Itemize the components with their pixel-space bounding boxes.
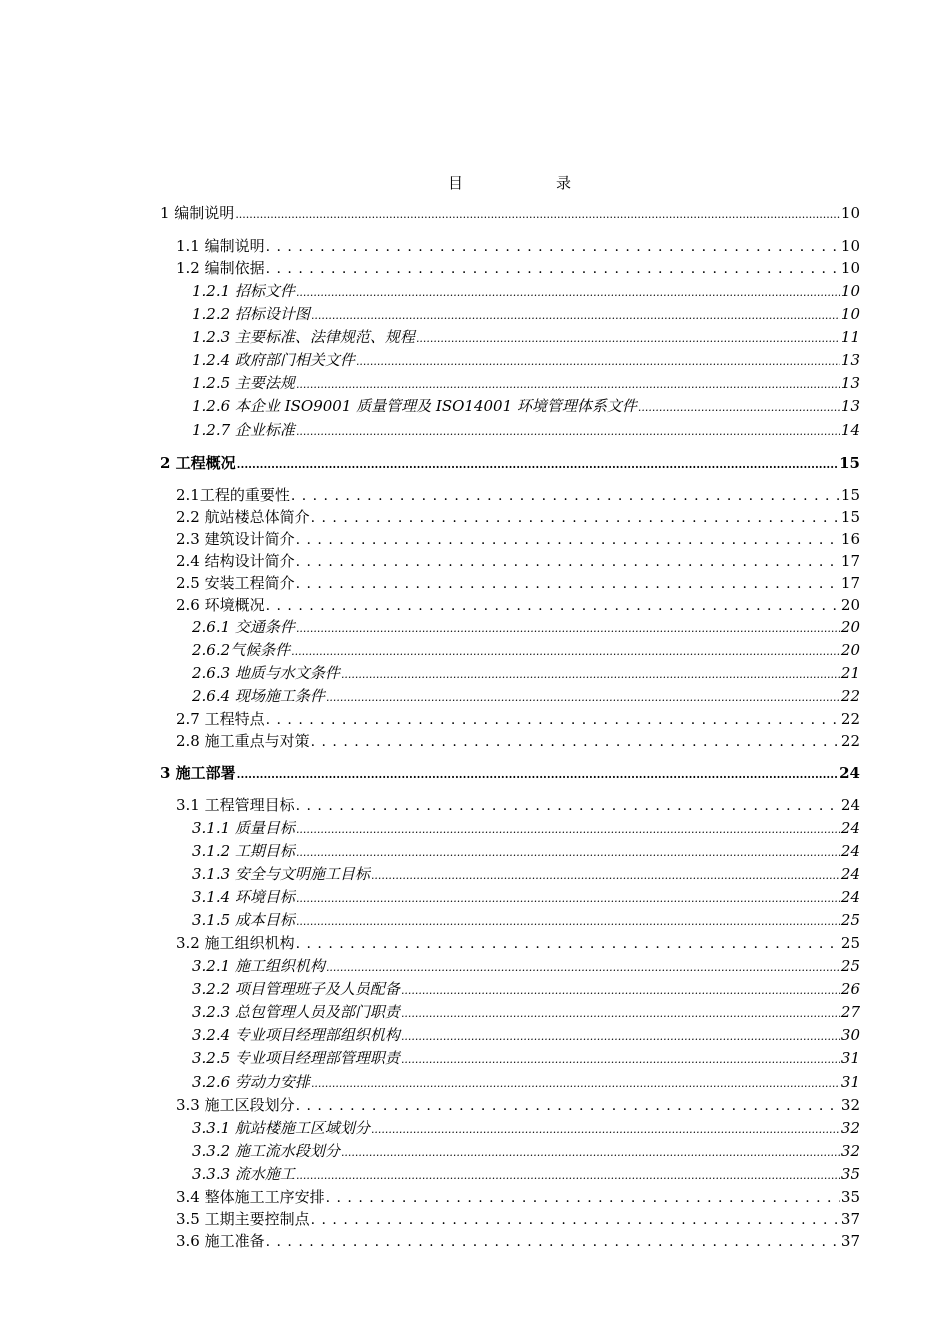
toc-leader — [266, 708, 840, 731]
toc-entry-2-7[interactable] — [176, 708, 860, 730]
toc-page-number: 31 — [840, 1049, 860, 1067]
toc-entry-label: 3.6 施工准备 — [176, 1232, 265, 1250]
toc-entry-3-3-2[interactable] — [192, 1140, 860, 1162]
toc-page-number: 10 — [840, 204, 860, 222]
toc-page-number: 27 — [840, 1003, 860, 1021]
toc-page-number: 26 — [840, 980, 860, 998]
toc-leader — [296, 419, 840, 443]
toc-page-number: 30 — [840, 1026, 860, 1044]
toc-entry-3-1-3[interactable] — [192, 863, 860, 885]
toc-entry-label: 1.2 编制依据 — [176, 259, 265, 277]
toc-leader — [326, 955, 840, 979]
toc-entry-label: 1.2.1 招标文件 — [192, 282, 295, 300]
toc-entry-3-2-5[interactable] — [192, 1047, 860, 1069]
toc-entry-label: 2.4 结构设计简介 — [176, 552, 295, 570]
toc-entry-2[interactable] — [160, 452, 860, 474]
toc-entry-1-2-5[interactable] — [192, 372, 860, 394]
toc-page-number: 35 — [840, 1165, 860, 1183]
toc-leader — [341, 662, 840, 686]
toc-entry-label: 3.3.2 施工流水段划分 — [192, 1142, 340, 1160]
toc-entry-1-2-6[interactable] — [192, 395, 860, 417]
toc-leader — [311, 1071, 840, 1095]
toc-page-number: 22 — [840, 687, 860, 705]
toc-entry-label: 3.5 工期主要控制点 — [176, 1210, 310, 1228]
toc-page-number: 15 — [840, 486, 860, 504]
toc-entry-2-6-2[interactable] — [192, 639, 860, 661]
toc-leader — [371, 863, 840, 887]
toc-entry-label: 3.1.2 工期目标 — [192, 842, 295, 860]
toc-page-number: 24 — [839, 764, 860, 782]
toc-page-number: 11 — [840, 328, 860, 346]
toc-page-number: 20 — [840, 596, 860, 614]
toc-leader — [311, 506, 840, 529]
toc-entry-3-3-1[interactable] — [192, 1117, 860, 1139]
toc-entry-1-2-7[interactable] — [192, 419, 860, 441]
toc-entry-label: 3 施工部署 — [160, 764, 236, 782]
toc-leader — [326, 685, 840, 709]
toc-entry-3-2[interactable] — [176, 932, 860, 954]
toc-entry-2-2[interactable] — [176, 506, 860, 528]
toc-page-number: 17 — [840, 574, 860, 592]
toc-leader — [296, 909, 840, 933]
toc-entry-1-2-1[interactable] — [192, 280, 860, 302]
toc-entry-label: 3.3 施工区段划分 — [176, 1096, 295, 1114]
toc-page-number: 31 — [840, 1073, 860, 1091]
toc-entry-label: 3.2.1 施工组织机构 — [192, 957, 325, 975]
toc-leader — [341, 1140, 840, 1164]
toc-entry-1[interactable] — [160, 202, 860, 224]
toc-entry-3-2-1[interactable] — [192, 955, 860, 977]
toc-leader — [416, 326, 840, 350]
toc-entry-3-2-6[interactable] — [192, 1071, 860, 1093]
toc-page-number: 20 — [840, 641, 860, 659]
toc-page-number: 10 — [840, 282, 860, 300]
toc-leader — [296, 1094, 840, 1117]
toc-entry-label: 1.2.3 主要标准、法律规范、规程 — [192, 328, 415, 346]
toc-entry-label: 1.2.2 招标设计图 — [192, 305, 310, 323]
toc-leader — [237, 452, 838, 476]
toc-entry-label: 3.1.4 环境目标 — [192, 888, 295, 906]
toc-leader — [266, 235, 840, 258]
toc-page-number: 37 — [840, 1232, 860, 1250]
toc-leader — [237, 762, 838, 786]
toc-leader — [296, 840, 840, 864]
toc-entry-label: 2.6 环境概况 — [176, 596, 265, 614]
toc-page-number: 25 — [840, 934, 860, 952]
toc-leader — [401, 1047, 840, 1071]
toc-leader — [291, 484, 840, 507]
toc-leader — [356, 349, 840, 373]
toc-page-number: 10 — [840, 259, 860, 277]
toc-page-number: 15 — [840, 508, 860, 526]
toc-leader — [266, 1230, 840, 1253]
toc-page-number: 24 — [840, 888, 860, 906]
toc-page-number: 13 — [840, 374, 860, 392]
toc-entry-3-2-3[interactable] — [192, 1001, 860, 1023]
toc-entry-label: 1.2.5 主要法规 — [192, 374, 295, 392]
toc-leader — [296, 280, 840, 304]
toc-entry-label: 2 工程概况 — [160, 454, 236, 472]
toc-page-number: 32 — [840, 1119, 860, 1137]
toc-leader — [401, 978, 840, 1002]
toc-entry-label: 3.1.5 成本目标 — [192, 911, 295, 929]
toc-page-number: 24 — [840, 842, 860, 860]
toc-entry-3-2-4[interactable] — [192, 1024, 860, 1046]
toc-page-number: 21 — [840, 664, 860, 682]
toc-entry-3-2-2[interactable] — [192, 978, 860, 1000]
toc-entry-3-1-2[interactable] — [192, 840, 860, 862]
toc-entry-1-1[interactable] — [176, 235, 860, 257]
toc-entry-1-2[interactable] — [176, 257, 860, 279]
toc-page-number: 10 — [840, 305, 860, 323]
toc-page-number: 25 — [840, 911, 860, 929]
toc-page-number: 22 — [840, 710, 860, 728]
toc-entry-1-2-4[interactable] — [192, 349, 860, 371]
toc-entry-3-4[interactable] — [176, 1186, 860, 1208]
toc-title-char-1: 目 — [448, 174, 464, 192]
toc-page-number: 14 — [840, 421, 860, 439]
toc-page-number: 10 — [840, 237, 860, 255]
toc-entry-3-1-5[interactable] — [192, 909, 860, 931]
toc-entry-label: 3.4 整体施工工序安排 — [176, 1188, 325, 1206]
toc-entry-label: 3.2 施工组织机构 — [176, 934, 295, 952]
toc-entry-label: 2.8 施工重点与对策 — [176, 732, 310, 750]
toc-page-number: 35 — [840, 1188, 860, 1206]
toc-entry-label: 1.2.6 本企业 ISO9001 质量管理及 ISO14001 环境管理体系文件 — [192, 397, 637, 415]
toc-entry-2-6[interactable] — [176, 594, 860, 616]
toc-entry-1-2-3[interactable] — [192, 326, 860, 348]
toc-entry-2-5[interactable] — [176, 572, 860, 594]
toc-page-number: 15 — [839, 454, 860, 472]
toc-entry-3-5[interactable] — [176, 1208, 860, 1230]
toc-leader — [266, 594, 840, 617]
toc-leader — [371, 1117, 840, 1141]
toc-page-number: 16 — [840, 530, 860, 548]
toc-page-number: 13 — [840, 397, 860, 415]
toc-entry-label: 2.1工程的重要性 — [176, 486, 290, 504]
toc-leader — [296, 372, 840, 396]
toc-entry-3-3-3[interactable] — [192, 1163, 860, 1185]
toc-entry-label: 2.6.2气候条件 — [192, 641, 291, 659]
toc-entry-label: 3.3.1 航站楼施工区域划分 — [192, 1119, 370, 1137]
toc-entry-label: 3.2.3 总包管理人员及部门职责 — [192, 1003, 400, 1021]
toc-leader — [401, 1024, 840, 1048]
toc-title-char-2: 录 — [556, 174, 572, 192]
toc-entry-label: 3.2.2 项目管理班子及人员配备 — [192, 980, 400, 998]
toc-page-number: 32 — [840, 1096, 860, 1114]
toc-page-number: 24 — [840, 819, 860, 837]
toc-entry-label: 2.5 安装工程简介 — [176, 574, 295, 592]
toc-entry-2-4[interactable] — [176, 550, 860, 572]
toc-page-number: 24 — [840, 796, 860, 814]
toc-entry-1-2-2[interactable] — [192, 303, 860, 325]
toc-entry-label: 2.6.1 交通条件 — [192, 618, 295, 636]
toc-entry-3-3[interactable] — [176, 1094, 860, 1116]
toc-entry-2-6-4[interactable] — [192, 685, 860, 707]
toc-page-number: 20 — [840, 618, 860, 636]
toc-entry-label: 3.2.6 劳动力安排 — [192, 1073, 310, 1091]
toc-entry-label: 3.1.1 质量目标 — [192, 819, 295, 837]
toc-entry-2-3[interactable] — [176, 528, 860, 550]
toc-page-number: 13 — [840, 351, 860, 369]
toc-entry-2-8[interactable] — [176, 730, 860, 752]
toc-entry-label: 1.1 编制说明 — [176, 237, 265, 255]
toc-entry-label: 3.2.4 专业项目经理部组织机构 — [192, 1026, 400, 1044]
toc-leader — [296, 932, 840, 955]
toc-leader — [296, 794, 840, 817]
toc-entry-label: 2.2 航站楼总体简介 — [176, 508, 310, 526]
toc-entry-label: 2.3 建筑设计简介 — [176, 530, 295, 548]
toc-entry-label: 2.7 工程特点 — [176, 710, 265, 728]
toc-entry-label: 3.1 工程管理目标 — [176, 796, 295, 814]
toc-leader — [296, 572, 840, 595]
toc-entry-3-1[interactable] — [176, 794, 860, 816]
toc-leader — [296, 550, 840, 573]
toc-entry-label: 3.1.3 安全与文明施工目标 — [192, 865, 370, 883]
toc-leader — [326, 1186, 840, 1209]
toc-leader — [296, 817, 840, 841]
toc-entry-label: 3.2.5 专业项目经理部管理职责 — [192, 1049, 400, 1067]
toc-entry-3-6[interactable] — [176, 1230, 860, 1252]
toc-page-number: 25 — [840, 957, 860, 975]
toc-page-number: 24 — [840, 865, 860, 883]
toc-leader — [266, 257, 840, 280]
toc-entry-2-6-1[interactable] — [192, 616, 860, 638]
toc-leader — [296, 886, 840, 910]
toc-entry-label: 1.2.7 企业标准 — [192, 421, 295, 439]
toc-page-number: 17 — [840, 552, 860, 570]
toc-entry-label: 1 编制说明 — [160, 204, 235, 222]
toc-entry-2-1[interactable] — [176, 484, 860, 506]
toc-leader — [311, 1208, 840, 1231]
toc-entry-3-1-1[interactable] — [192, 817, 860, 839]
toc-page-number: 22 — [840, 732, 860, 750]
toc-entry-label: 2.6.4 现场施工条件 — [192, 687, 325, 705]
toc-page-number: 32 — [840, 1142, 860, 1160]
toc-entry-3-1-4[interactable] — [192, 886, 860, 908]
toc-leader — [296, 1163, 840, 1187]
toc-leader — [311, 303, 840, 327]
toc-leader — [235, 202, 840, 226]
toc-leader — [291, 639, 840, 663]
toc-entry-label: 3.3.3 流水施工 — [192, 1165, 295, 1183]
toc-entry-2-6-3[interactable] — [192, 662, 860, 684]
toc-leader — [401, 1001, 840, 1025]
toc-entry-label: 2.6.3 地质与水文条件 — [192, 664, 340, 682]
toc-entry-3[interactable] — [160, 762, 860, 784]
toc-page-number: 37 — [840, 1210, 860, 1228]
toc-leader — [296, 616, 840, 640]
toc-leader — [311, 730, 840, 753]
toc-leader — [638, 395, 840, 419]
toc-leader — [296, 528, 840, 551]
toc-entry-label: 1.2.4 政府部门相关文件 — [192, 351, 355, 369]
